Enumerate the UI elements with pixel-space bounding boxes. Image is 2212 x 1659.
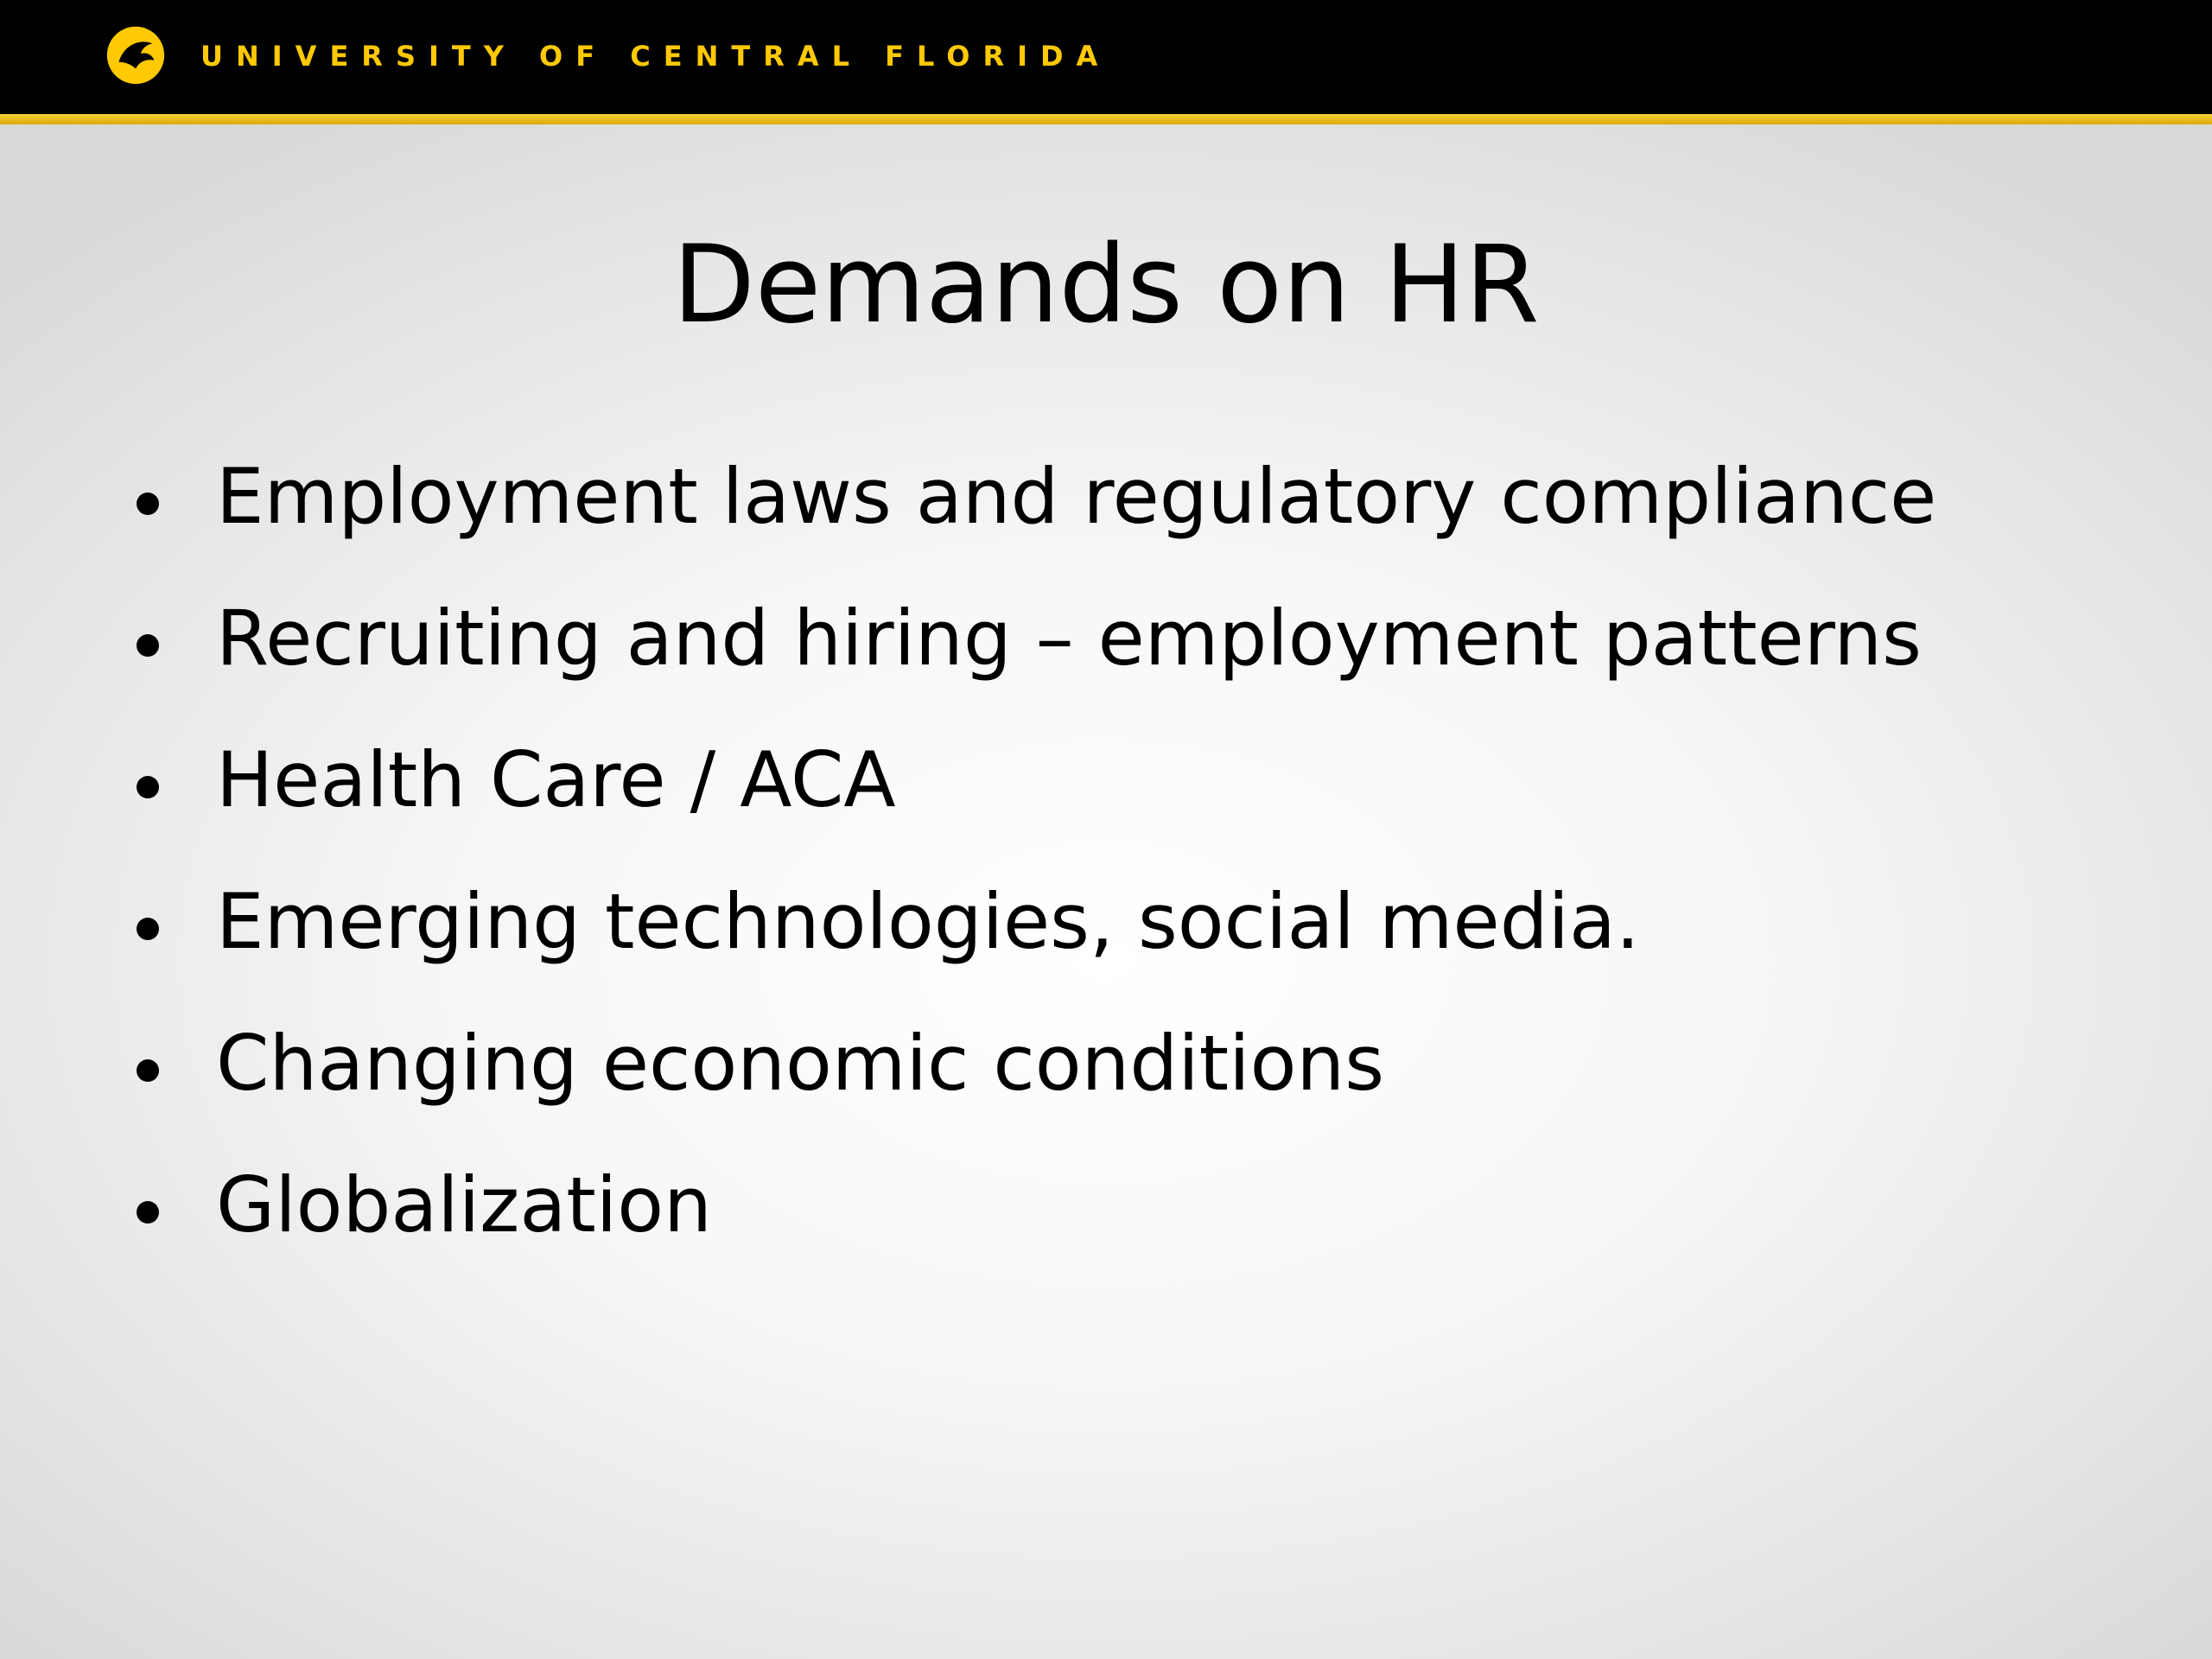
bullet-dot-icon <box>137 776 159 798</box>
header-gold-rule <box>0 114 2212 124</box>
bullet-dot-icon <box>137 634 159 657</box>
slide-title: Demands on HR <box>672 223 1540 347</box>
university-name: UNIVERSITY OF CENTRAL FLORIDA <box>200 40 1111 73</box>
bullet-dot-icon <box>137 918 159 940</box>
bullet-text: Globalization <box>216 1160 712 1249</box>
bullet-dot-icon <box>137 493 159 515</box>
bullet-text: Recruiting and hiring – employment patterns <box>216 594 1923 683</box>
bullet-dot-icon <box>137 1201 159 1224</box>
bullet-text: Employment laws and regulatory compliance <box>216 452 1937 541</box>
bullet-text: Health Care / ACA <box>216 735 896 824</box>
bullet-text: Changing economic conditions <box>216 1019 1385 1108</box>
bullet-text: Emerging technologies, social media. <box>216 877 1640 966</box>
pegasus-logo-icon <box>102 19 169 88</box>
header-bar <box>0 0 2212 114</box>
bullet-dot-icon <box>137 1059 159 1082</box>
